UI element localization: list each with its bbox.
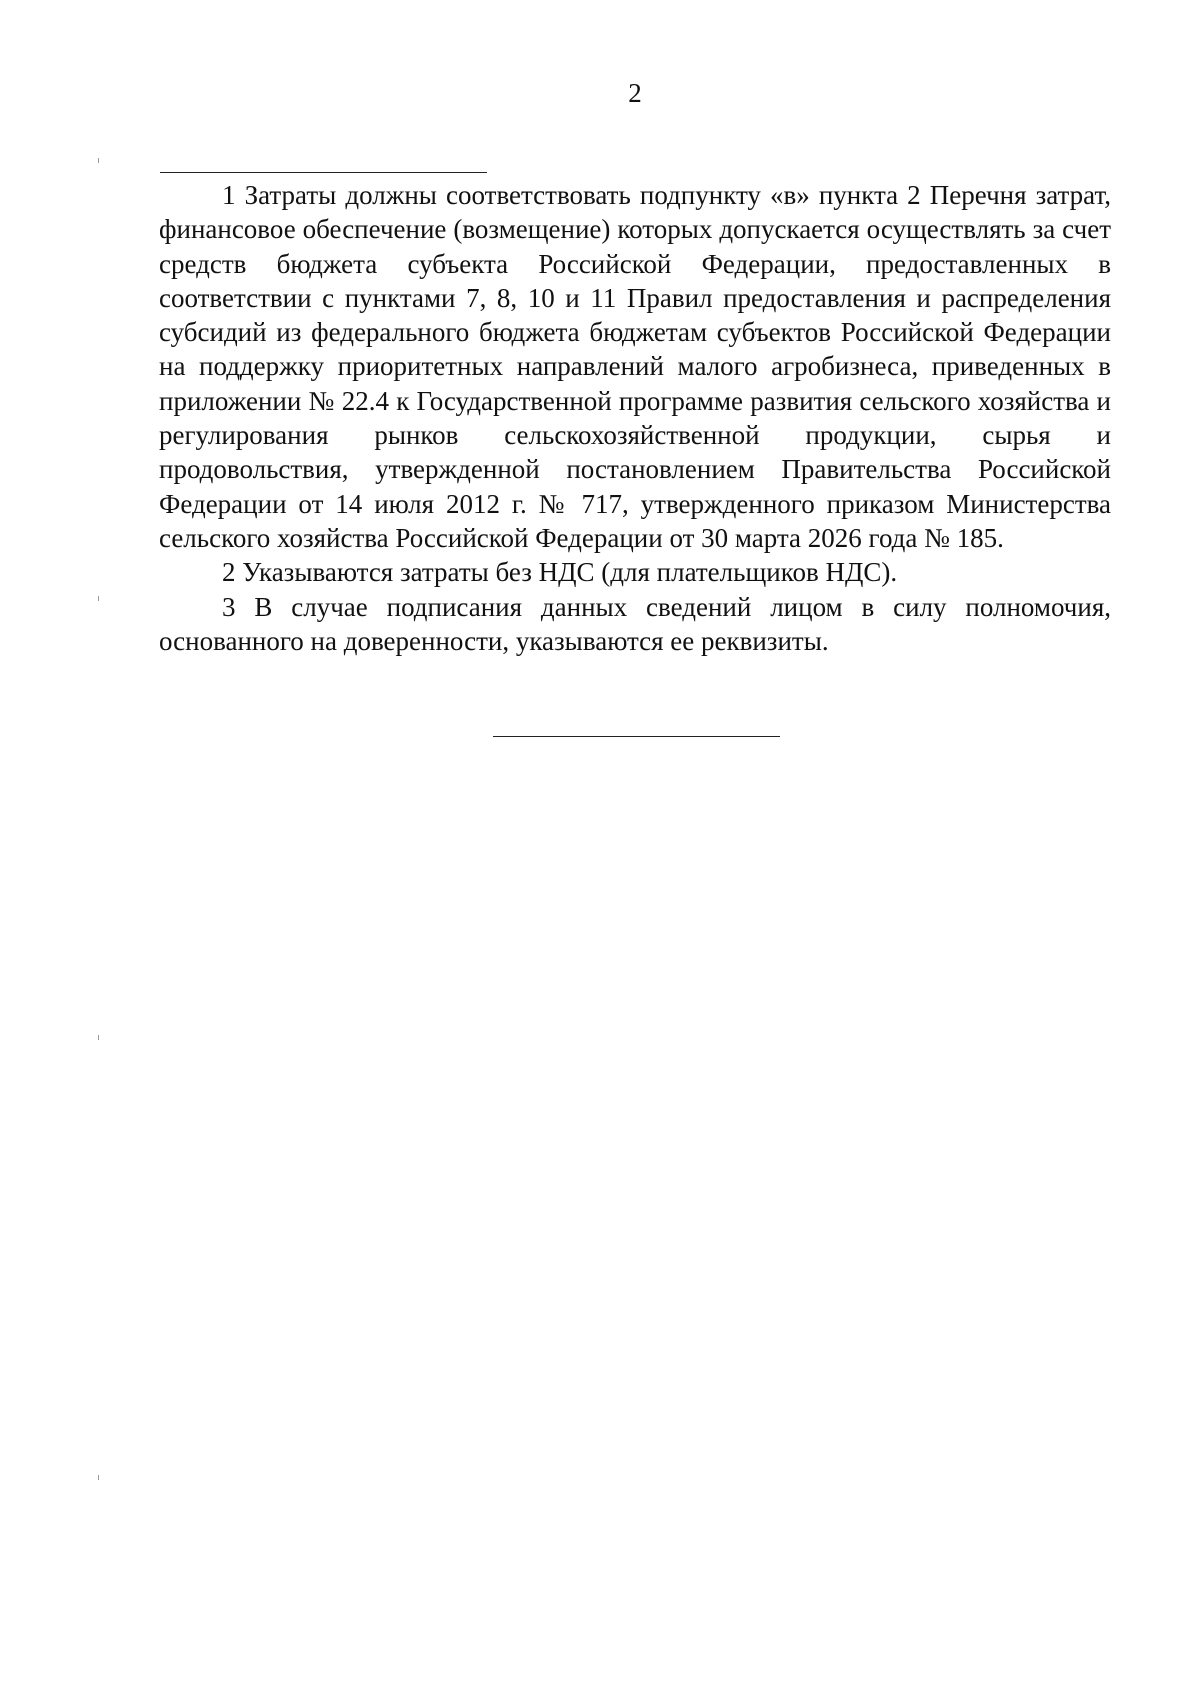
- footnote-2: 2 Указываются затраты без НДС (для плательщиков НДС).: [222, 557, 898, 588]
- footnotes-section: [159, 178, 1111, 658]
- page-number: 2: [628, 78, 642, 108]
- footnote-1: 1 Затраты должны соответствовать подпункту «в» пункта 2 Перечня затрат, финансовое обеспечение (возмещение) которых допускается осуществлять за счет средств бюджета субъекта Российской Федерации, предоставленных в соответствии с пунктами 7, 8, 10 и 11 Правил предоставления и распределения субсидий из федерального бюджета бюджетам субъектов Российской Федерации на поддержку приоритетных направлений малого агробизнеса, приведенных в приложении № 22.4 к Государственной программе развития сельского хозяйства и регулирования рынков сельскохозяйственной продукции, сырья и продовольствия, утвержденной постановлением Правительства Российской Федерации от 14 июля 2012 г. № 717, утвержденного приказом Министерства сельского хозяйства Российской Федерации от 30 марта 2026 года № 185.: [159, 180, 1111, 553]
- footnote-separator: [160, 172, 487, 173]
- footnote-3: 3 В случае подписания данных сведений лицом в силу полномочия, основанного на доверенности, указываются ее реквизиты.: [159, 591, 1111, 656]
- scan-artifact-mark: [98, 596, 99, 601]
- scan-artifact-mark: [98, 1035, 99, 1040]
- scan-artifact-mark: [98, 1475, 99, 1480]
- document-end-line: [493, 736, 780, 737]
- scan-artifact-mark: [98, 158, 99, 163]
